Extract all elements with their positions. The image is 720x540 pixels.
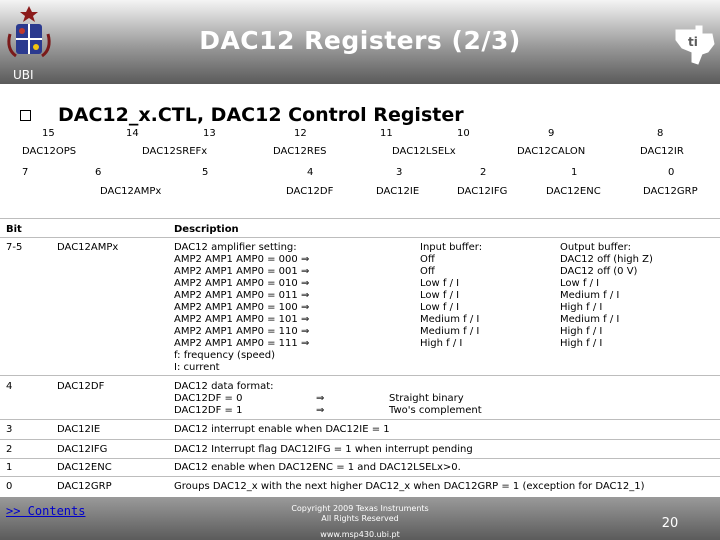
table-row-name: DAC12DF (57, 381, 105, 392)
table-row-description: DAC12 Interrupt flag DAC12IFG = 1 when interrupt pending (174, 444, 473, 455)
field-label: DAC12CALON (517, 146, 586, 157)
column-header-description: Description (174, 224, 239, 235)
copyright-text: Copyright 2009 Texas Instruments All Rights Reserved (291, 504, 429, 523)
table-row-name: DAC12IE (57, 424, 101, 435)
bit-number: 14 (126, 128, 139, 139)
table-divider (0, 476, 720, 477)
table-divider (0, 439, 720, 440)
texas-instruments-logo-icon (672, 22, 718, 68)
table-row-name: DAC12AMPx (57, 242, 119, 253)
bit-number: 15 (42, 128, 55, 139)
field-label: DAC12DF (286, 186, 334, 197)
table-divider (0, 218, 720, 219)
contents-link[interactable]: >> Contents (6, 504, 86, 518)
table-row-description: DAC12 enable when DAC12ENC = 1 and DAC12LSELx>0. (174, 462, 461, 473)
bit-number: 7 (22, 167, 29, 178)
bit-number: 5 (202, 167, 209, 178)
svg-text:ti: ti (688, 35, 698, 49)
field-label: DAC12ENC (546, 186, 601, 197)
bit-number: 12 (294, 128, 307, 139)
table-row-description: DAC12 amplifier setting: AMP2 AMP1 AMP0 = 000 ⇒ AMP2 AMP1 AMP0 = 001 ⇒ AMP2 AMP1 AMP0 = 010 ⇒ AMP2 AMP1 AMP0 = 011 ⇒ AMP2 AMP1 AMP0 = 100 ⇒ AMP2 AMP1 AMP0 = 101 ⇒ AMP2 AMP1 AMP0 = 110 ⇒ AMP2 AMP1 AMP0 = 111 ⇒ f: frequency (speed) I: current (174, 242, 310, 373)
checkbox-bullet-icon (20, 110, 31, 121)
field-label: DAC12SREFx (142, 146, 208, 157)
field-label: DAC12IFG (457, 186, 508, 197)
bit-number: 11 (380, 128, 393, 139)
table-row-bit: 0 (6, 481, 13, 492)
register-title: DAC12_x.CTL, DAC12 Control Register (58, 104, 464, 126)
table-divider (0, 237, 720, 238)
table-row-result: Straight binary Two's complement (389, 393, 482, 416)
table-row-description: Groups DAC12_x with the next higher DAC12_x when DAC12GRP = 1 (exception for DAC12_1) (174, 481, 645, 492)
field-label: DAC12LSELx (392, 146, 456, 157)
university-crest-icon (4, 4, 54, 66)
bit-number: 13 (203, 128, 216, 139)
bit-number: 6 (95, 167, 102, 178)
header-bar (0, 0, 720, 84)
table-row-bit: 1 (6, 462, 13, 473)
bit-number: 9 (548, 128, 555, 139)
bit-number: 4 (307, 167, 314, 178)
table-divider (0, 419, 720, 420)
field-label: DAC12IR (640, 146, 684, 157)
page-title: DAC12 Registers (2/3) (199, 26, 521, 55)
field-label: DAC12AMPx (100, 186, 162, 197)
website-text: www.msp430.ubi.pt (320, 530, 400, 539)
field-label: DAC12OPS (22, 146, 77, 157)
table-divider (0, 458, 720, 459)
field-label: DAC12RES (273, 146, 327, 157)
field-label: DAC12IE (376, 186, 420, 197)
bit-number: 1 (571, 167, 578, 178)
bit-number: 8 (657, 128, 664, 139)
page-number: 20 (661, 516, 679, 531)
input-buffer-column: Input buffer: Off Off Low f / I Low f / I Low f / I Medium f / I Medium f / I High f / I (420, 242, 483, 349)
org-label: UBI (13, 68, 34, 82)
column-header-bit: Bit (6, 224, 22, 235)
bit-number: 0 (668, 167, 675, 178)
table-row-bit: 2 (6, 444, 13, 455)
table-row-name: DAC12ENC (57, 462, 112, 473)
table-row-name: DAC12IFG (57, 444, 108, 455)
field-label: DAC12GRP (643, 186, 698, 197)
table-row-name: DAC12GRP (57, 481, 112, 492)
bit-number: 3 (396, 167, 403, 178)
table-row-description: DAC12 data format: DAC12DF = 0 DAC12DF = 1 (174, 381, 274, 416)
table-divider (0, 375, 720, 376)
table-row-bit: 3 (6, 424, 13, 435)
table-row-bit: 4 (6, 381, 13, 392)
bit-number: 10 (457, 128, 470, 139)
bit-number: 2 (480, 167, 487, 178)
table-row-arrows: ⇒ ⇒ (316, 393, 325, 416)
table-row-bit: 7-5 (6, 242, 23, 253)
output-buffer-column: Output buffer: DAC12 off (high Z) DAC12 off (0 V) Low f / I Medium f / I High f / I Medium f / I High f / I High f / I (560, 242, 653, 349)
table-row-description: DAC12 interrupt enable when DAC12IE = 1 (174, 424, 390, 435)
